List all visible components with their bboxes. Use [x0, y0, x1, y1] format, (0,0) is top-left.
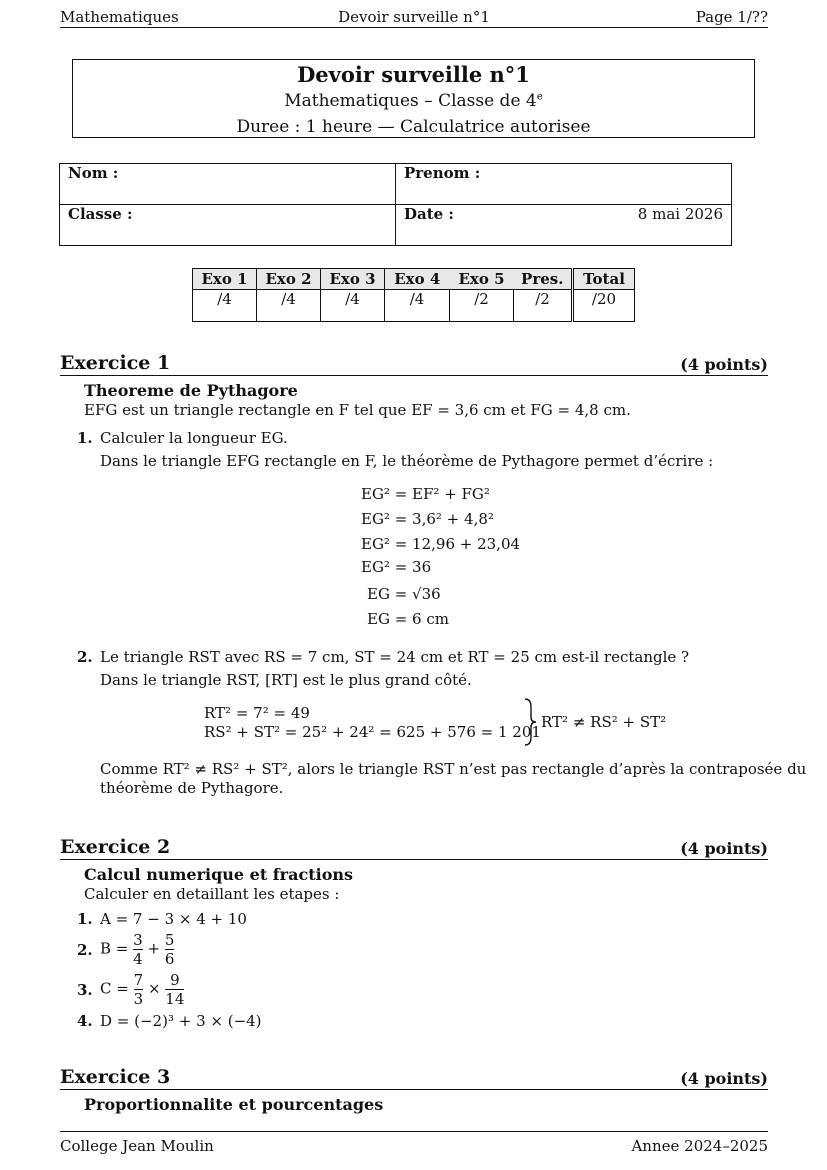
score-cell[interactable]: /2: [450, 290, 514, 322]
exercise-3-heading: [60, 1066, 768, 1090]
question-number: 3.: [77, 981, 93, 999]
question-2-conclusion: Comme RT² ≠ RS² + ST², alors le triangle RST n’est pas rectangle d’après la contraposée du: [100, 760, 807, 778]
fraction-expression: [100, 971, 184, 1008]
question-number: 4.: [77, 1012, 93, 1030]
date-label: Date :: [404, 205, 454, 223]
footer-school: College Jean Moulin: [60, 1137, 214, 1155]
denominator: 3: [133, 990, 144, 1008]
prenom-cell[interactable]: [396, 164, 732, 205]
score-header: Exo 4: [385, 269, 450, 290]
question-number: 1.: [77, 429, 93, 447]
equation-line: EG² = 3,6² + 4,8²: [361, 510, 494, 528]
expression: A = 7 − 3 × 4 + 10: [100, 910, 247, 928]
score-cell[interactable]: /4: [193, 290, 257, 322]
nom-label: Nom :: [68, 164, 119, 182]
header-page-number: Page 1/??: [695, 8, 768, 26]
student-info-table: [59, 163, 732, 246]
question-number: 1.: [77, 910, 93, 928]
fraction: [165, 931, 175, 968]
question-1-text: Calculer la longueur EG.: [100, 429, 288, 447]
question-number: 2.: [77, 941, 93, 959]
exercise-2-intro: Calculer en detaillant les etapes :: [84, 885, 340, 903]
equation-line: EG² = EF² + FG²: [361, 485, 490, 503]
title-box: [72, 59, 755, 138]
exercise-title: Exercice 1: [60, 352, 171, 374]
fraction: [133, 931, 143, 968]
score-header: Exo 2: [257, 269, 321, 290]
question-2-equation: RS² + ST² = 25² + 24² = 625 + 576 = 1 201: [204, 723, 541, 741]
question-2-line: Dans le triangle RST, [RT] est le plus grand côté.: [100, 671, 472, 689]
header-subject: Mathematiques: [60, 8, 179, 26]
exercise-points: (4 points): [680, 839, 768, 858]
numerator: 3: [133, 931, 143, 949]
exercise-title: Exercice 2: [60, 836, 171, 858]
exercise-1-subheading: Theoreme de Pythagore: [84, 381, 298, 400]
denominator: 6: [164, 950, 175, 968]
footer-year: Annee 2024–2025: [631, 1137, 768, 1155]
operator: +: [147, 939, 161, 958]
question-2-conclusion: théorème de Pythagore.: [100, 779, 284, 797]
fraction: [165, 971, 184, 1008]
numerator: 5: [164, 931, 175, 949]
classe-label: Classe :: [68, 205, 133, 223]
classe-cell[interactable]: [60, 205, 396, 246]
equation-line: EG = √36: [367, 585, 441, 603]
score-cell[interactable]: /4: [257, 290, 321, 322]
question-number: 2.: [77, 648, 93, 666]
score-cell[interactable]: /2: [514, 290, 573, 322]
equation-line: EG² = 12,96 + 23,04: [361, 535, 521, 553]
score-cell-total[interactable]: /20: [573, 290, 635, 322]
score-header-total: Total: [573, 269, 635, 290]
exam-duration: Duree : 1 heure — Calculatrice autorisee: [236, 117, 591, 137]
equation-line: EG = 6 cm: [367, 610, 449, 628]
score-header: Exo 5: [450, 269, 514, 290]
exercise-points: (4 points): [680, 355, 768, 374]
score-header-row: [193, 269, 635, 290]
prenom-label: Prenom :: [404, 164, 481, 182]
exercise-title: Exercice 3: [60, 1066, 171, 1088]
denominator: 14: [165, 990, 185, 1008]
subtitle-sup: e: [536, 91, 543, 103]
question-1-answer: Dans le triangle EFG rectangle en F, le théorème de Pythagore permet d’écrire :: [100, 452, 714, 470]
exercise-1-intro: EFG est un triangle rectangle en F tel que EF = 3,6 cm et FG = 4,8 cm.: [84, 401, 631, 419]
running-header: [60, 6, 768, 28]
exercise-1-heading: [60, 352, 768, 376]
score-cell[interactable]: /4: [385, 290, 450, 322]
numerator: 9: [170, 971, 180, 989]
date-cell[interactable]: [396, 205, 732, 246]
exam-title: Devoir surveille n°1: [297, 62, 530, 87]
right-brace-icon: [523, 697, 537, 747]
exercise-2-subheading: Calcul numerique et fractions: [84, 865, 353, 884]
score-header: Pres.: [514, 269, 573, 290]
fraction-expression: [100, 931, 174, 968]
exercise-points: (4 points): [680, 1069, 768, 1088]
date-value: 8 mai 2026: [637, 205, 723, 223]
subtitle-text: Mathematiques – Classe de 4: [284, 91, 537, 111]
fraction: [134, 971, 144, 1008]
equation-line: EG² = 36: [361, 558, 432, 576]
question-2-text: Le triangle RST avec RS = 7 cm, ST = 24 cm et RT = 25 cm est-il rectangle ?: [100, 648, 690, 666]
score-header: Exo 3: [321, 269, 385, 290]
score-value-row: [193, 290, 635, 322]
denominator: 4: [133, 950, 143, 968]
exam-subtitle: [73, 88, 754, 114]
expression: D = (−2)³ + 3 × (−4): [100, 1012, 262, 1030]
operator: ×: [147, 979, 161, 998]
score-table: [192, 268, 635, 322]
expr-lhs: C =: [100, 979, 129, 998]
exercise-3-subheading: Proportionnalite et pourcentages: [84, 1095, 384, 1114]
score-header: Exo 1: [193, 269, 257, 290]
score-cell[interactable]: /4: [321, 290, 385, 322]
exercise-2-heading: [60, 836, 768, 860]
expr-lhs: B =: [100, 939, 129, 958]
nom-cell[interactable]: [60, 164, 396, 205]
question-2-equation: RT² = 7² = 49: [204, 704, 310, 722]
numerator: 7: [133, 971, 144, 989]
question-2-result: RT² ≠ RS² + ST²: [541, 713, 667, 731]
running-footer: [60, 1131, 768, 1161]
header-title: Devoir surveille n°1: [338, 8, 490, 26]
